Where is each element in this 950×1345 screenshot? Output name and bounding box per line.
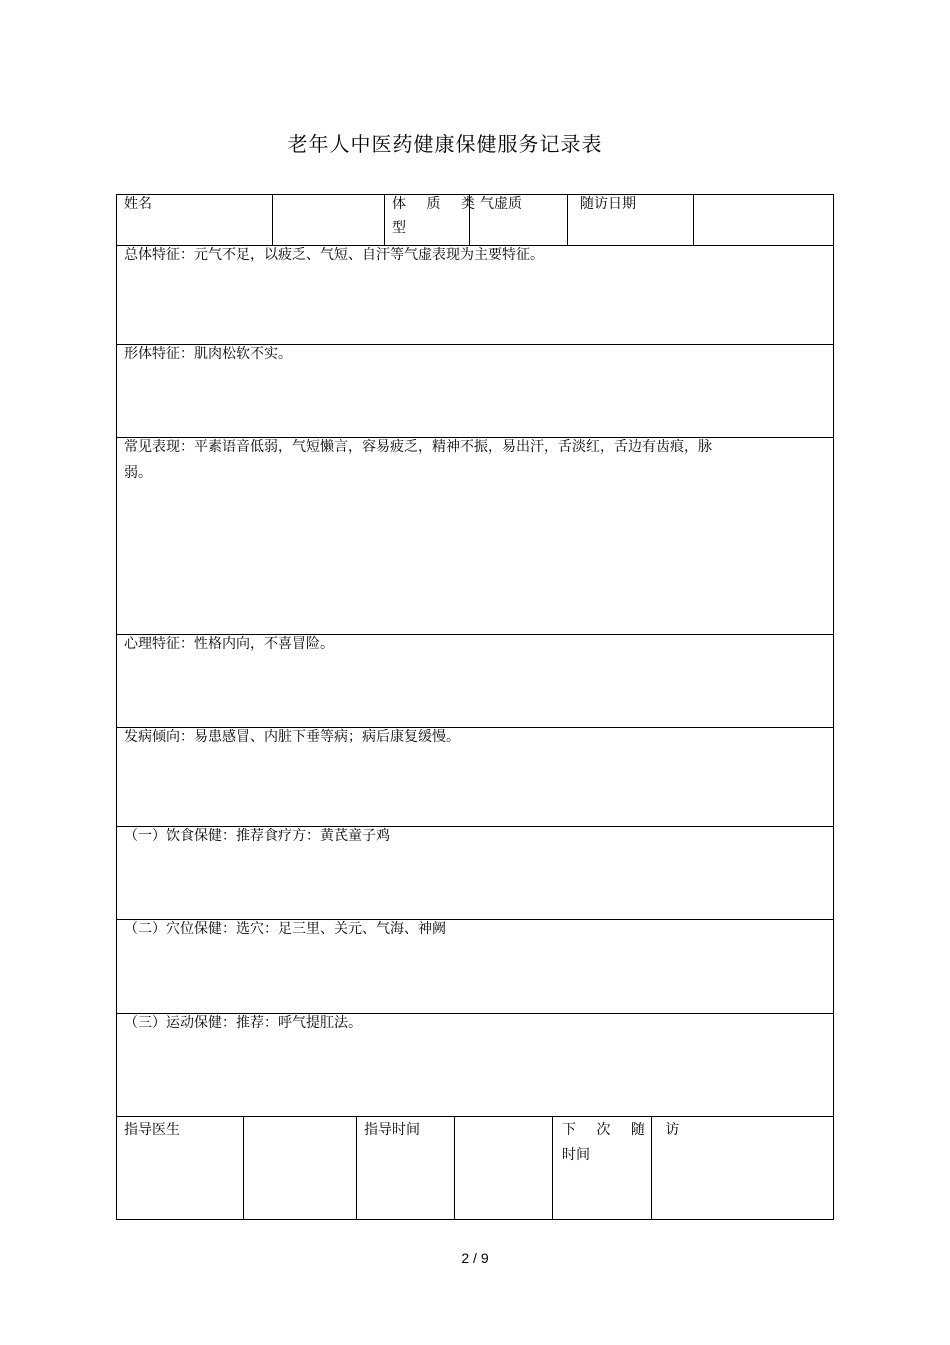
acupoint-care: （二）穴位保健：选穴：足三里、关元、气海、神阙 <box>124 921 446 937</box>
col-divider <box>272 194 273 245</box>
doctor-field[interactable] <box>247 1118 352 1216</box>
name-label: 姓名 <box>124 196 152 212</box>
col-divider <box>567 194 568 245</box>
guidance-time-field[interactable] <box>458 1118 548 1216</box>
col-divider <box>693 194 694 245</box>
disease-tendency: 发病倾向：易患感冒、内脏下垂等病；病后康复缓慢。 <box>124 729 460 745</box>
constitution-label-line2: 型 <box>392 220 406 236</box>
constitution-label-line1: 体 质 类 <box>392 196 483 212</box>
diet-care: （一）饮食保健：推荐食疗方：黄芪童子鸡 <box>124 828 390 844</box>
guidance-time-label: 指导时间 <box>364 1122 420 1138</box>
next-visit-label-line1: 下 次 随 访 <box>562 1122 688 1138</box>
page-title: 老年人中医药健康保健服务记录表 <box>287 132 603 156</box>
overall-characteristics: 总体特征：元气不足，以疲乏、气短、自汗等气虚表现为主要特征。 <box>124 247 544 263</box>
col-divider <box>243 1116 244 1220</box>
followup-date-field[interactable] <box>698 194 828 242</box>
physique-characteristics: 形体特征：肌肉松软不实。 <box>124 346 292 362</box>
doctor-label: 指导医生 <box>124 1122 180 1138</box>
next-visit-label-line2: 时间 <box>562 1147 590 1163</box>
constitution-value[interactable]: 气虚质 <box>480 196 522 212</box>
psychological-characteristics: 心理特征：性格内向，不喜冒险。 <box>124 636 334 652</box>
next-visit-field[interactable] <box>655 1118 830 1216</box>
col-divider <box>454 1116 455 1220</box>
page-number: 2 / 9 <box>461 1250 489 1266</box>
row-divider <box>116 1116 834 1117</box>
name-field[interactable] <box>276 194 380 242</box>
col-divider <box>552 1116 553 1220</box>
common-manifestations-line1: 常见表现：平素语音低弱，气短懒言，容易疲乏，精神不振，易出汗，舌淡红，舌边有齿痕，脉 <box>124 439 712 455</box>
col-divider <box>356 1116 357 1220</box>
record-form <box>116 194 834 1220</box>
common-manifestations-line2: 弱。 <box>124 465 152 481</box>
col-divider <box>384 194 385 245</box>
followup-date-label: 随访日期 <box>580 196 636 212</box>
exercise-care: （三）运动保健：推荐：呼气提肛法。 <box>124 1015 362 1031</box>
